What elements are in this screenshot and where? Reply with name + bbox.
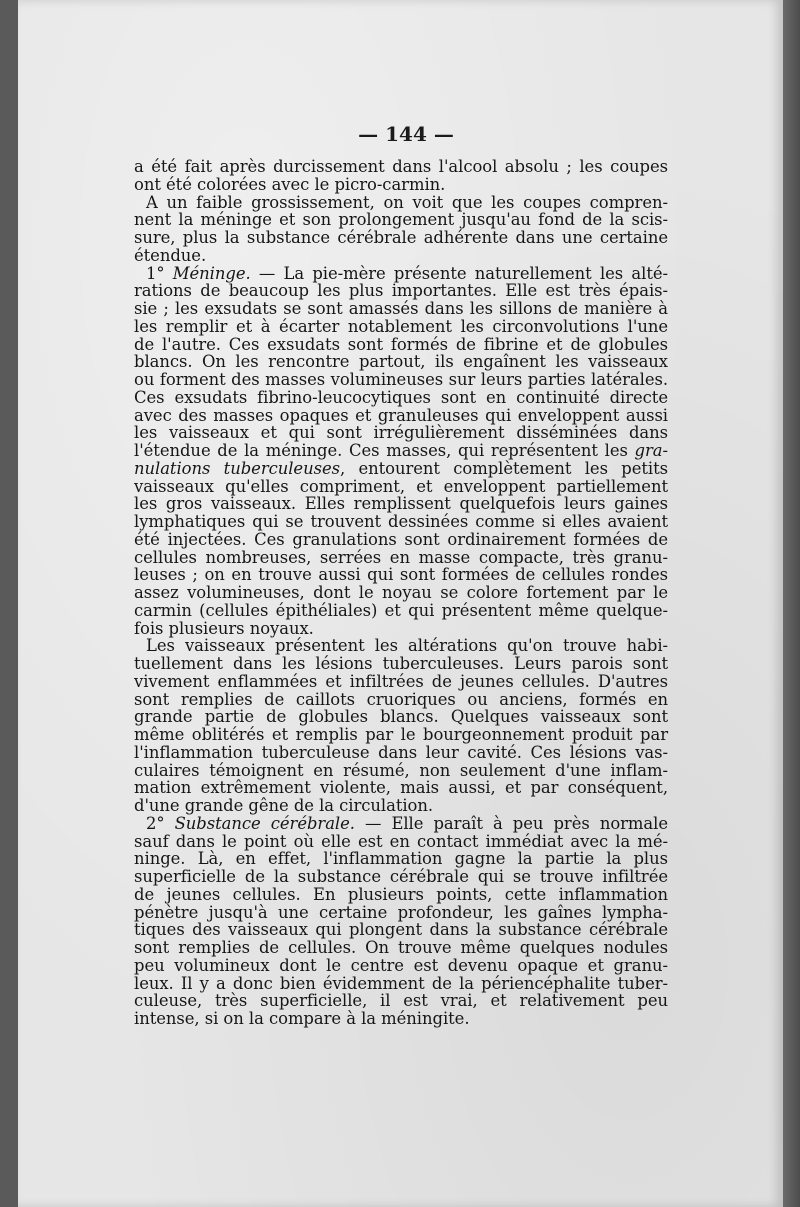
text-line: vaisseaux qu'elles compriment, et enveloppent partiellement: [134, 476, 668, 496]
body-text: [134, 158, 668, 1028]
text-line: culaires témoignent en résumé, non seulement d'une inflam-: [134, 760, 668, 780]
text-line: a été fait après durcissement dans l'alcool absolu ; les coupes: [134, 157, 668, 176]
text-line: peu volumineux dont le centre est devenu opaque et granu-: [134, 955, 668, 975]
page-edge-shadow: [783, 0, 800, 1207]
text-line: 1° Méninge. — La pie-mère présente naturellement les alté-: [146, 263, 669, 283]
text-line: intense, si on la compare à la méningite.: [134, 1009, 470, 1028]
text-line: cellules nombreuses, serrées en masse compacte, très granu-: [134, 547, 668, 567]
text-line: l'inflammation tuberculeuse dans leur cavité. Ces lésions vas-: [134, 742, 668, 762]
text-line: superficielle de la substance cérébrale qui se trouve infiltrée: [134, 867, 668, 886]
text-line: les gros vaisseaux. Elles remplissent quelquefois leurs gaines: [134, 494, 668, 514]
text-line: sauf dans le point où elle est en contact immédiat avec la mé-: [134, 831, 668, 851]
text-line: d'une grande gêne de la circulation.: [134, 796, 434, 815]
text-line: 2° Substance cérébrale. — Elle paraît à peu près normale: [146, 813, 668, 833]
text-line: sont remplies de cellules. On trouve même quelques nodules: [134, 938, 668, 957]
text-line: même oblitérés et remplis par le bourgeonnement produit par: [134, 725, 668, 744]
text-line: blancs. On les rencontre partout, ils engaînent les vaisseaux: [134, 352, 668, 372]
text-line: assez volumineuses, dont le noyau se colore fortement par le: [134, 583, 668, 602]
text-line: carmin (cellules épithéliales) et qui présentent même quelque-: [134, 600, 668, 620]
text-line: vivement enflammées et infiltrées de jeunes cellules. D'autres: [134, 671, 668, 691]
text-line: leux. Il y a donc bien évidemment de la périencéphalite tuber-: [134, 973, 668, 993]
text-line: fois plusieurs noyaux.: [134, 618, 314, 638]
text-line: de jeunes cellules. En plusieurs points, cette inflammation: [134, 884, 668, 904]
text-line: ou forment des masses volumineuses sur leurs parties latérales.: [134, 370, 668, 389]
text-line: tiques des vaisseaux qui plongent dans la substance cérébrale: [134, 920, 668, 940]
text-line: étendue.: [134, 245, 207, 265]
text-line: ninge. Là, en effet, l'inflammation gagne la partie la plus: [134, 849, 668, 869]
text-line: l'étendue de la méninge. Ces masses, qui représentent les gra-: [134, 441, 668, 460]
text-line: sie ; les exsudats se sont amassés dans les sillons de manière à: [134, 299, 668, 318]
page-number: — 144 —: [358, 122, 454, 146]
text-line: rations de beaucoup les plus importantes. Elle est très épais-: [134, 281, 668, 301]
text-line: sont remplies de caillots cruoriques ou anciens, formés en: [134, 689, 668, 709]
text-line: tuellement dans les lésions tuberculeuses. Leurs parois sont: [134, 654, 668, 673]
text-line: les remplir et à écarter notablement les circonvolutions l'une: [134, 316, 668, 336]
text-line: les vaisseaux et qui sont irrégulièrement disséminées dans: [134, 423, 668, 443]
text-line: pénètre jusqu'à une certaine profondeur, les gaînes lympha-: [134, 902, 668, 922]
text-line: nulations tuberculeuses, entourent complètement les petits: [134, 458, 668, 478]
text-line: avec des masses opaques et granuleuses qui enveloppent aussi: [134, 405, 668, 425]
text-line: lymphatiques qui se trouvent dessinées comme si elles avaient: [134, 512, 668, 531]
text-line: été injectées. Ces granulations sont ordinairement formées de: [134, 529, 668, 549]
text-line: mation extrêmement violente, mais aussi, et par conséquent,: [134, 778, 668, 798]
text-line: A un faible grossissement, on voit que les coupes compren-: [146, 192, 668, 212]
text-line: nent la méninge et son prolongement jusqu'au fond de la scis-: [134, 210, 668, 230]
text-line: grande partie de globules blancs. Quelques vaisseaux sont: [134, 707, 668, 727]
text-line: Ces exsudats fibrino-leucocytiques sont en continuité directe: [134, 387, 668, 407]
text-line: ont été colorées avec le picro-carmin.: [134, 174, 446, 194]
text-line: leuses ; on en trouve aussi qui sont formées de cellules rondes: [134, 565, 668, 585]
text-line: Les vaisseaux présentent les altérations qu'on trouve habi-: [146, 636, 668, 656]
text-line: sure, plus la substance cérébrale adhérente dans une certaine: [134, 228, 668, 247]
text-line: culeuse, très superficielle, il est vrai, et relativement peu: [134, 991, 668, 1011]
text-line: de l'autre. Ces exsudats sont formés de fibrine et de globules: [134, 334, 668, 354]
